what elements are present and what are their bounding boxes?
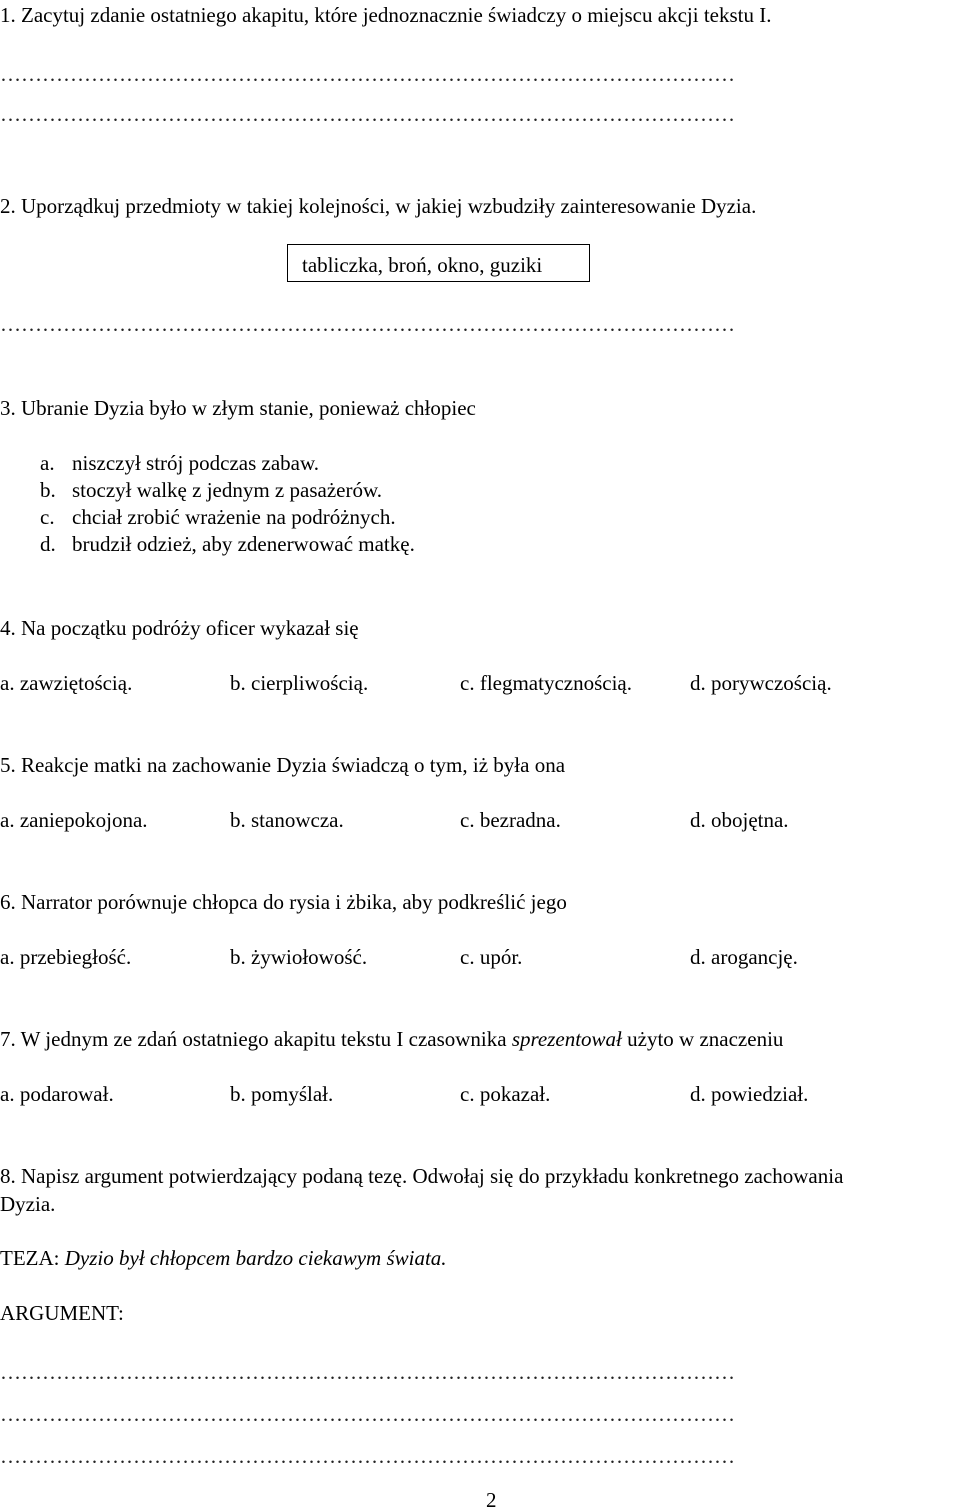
option-a[interactable]: a. zaniepokojona. xyxy=(0,808,148,832)
question-8-text-line1: 8. Napisz argument potwierdzający podaną tezę. Odwołaj się do przykładu konkretnego zachowania xyxy=(0,1164,844,1188)
option-text: brudził odzież, aby zdenerwować matkę. xyxy=(72,532,415,556)
question-8-text-line2: Dyzia. xyxy=(0,1192,56,1216)
question-7-text-before: 7. W jednym ze zdań ostatniego akapitu tekstu I czasownika xyxy=(0,1027,512,1051)
option-label: b. xyxy=(40,478,56,502)
items-box xyxy=(287,244,590,282)
answer-line[interactable]: …………………………………………………………………………………………… xyxy=(0,1404,735,1425)
question-7-text-after: użyto w znaczeniu xyxy=(621,1027,784,1051)
option-text: chciał zrobić wrażenie na podróżnych. xyxy=(72,505,396,529)
question-4-text: 4. Na początku podróży oficer wykazał się xyxy=(0,616,359,640)
option-label: c. xyxy=(40,505,55,529)
option-label: a. xyxy=(40,451,55,475)
answer-line[interactable]: …………………………………………………………………………………………… xyxy=(0,314,735,335)
option-b[interactable] xyxy=(40,480,382,501)
option-c[interactable]: c. upór. xyxy=(460,945,523,969)
option-d[interactable]: d. powiedział. xyxy=(690,1082,809,1106)
question-2-text: 2. Uporządkuj przedmioty w takiej kolejności, w jakiej wzbudziły zainteresowanie Dyzia. xyxy=(0,194,757,218)
option-text: stoczył walkę z jednym z pasażerów. xyxy=(72,478,383,502)
question-3-text: 3. Ubranie Dyzia było w złym stanie, ponieważ chłopiec xyxy=(0,396,476,420)
option-c[interactable]: c. bezradna. xyxy=(460,808,561,832)
option-c[interactable]: c. flegmatycznością. xyxy=(460,671,632,695)
question-6-text: 6. Narrator porównuje chłopca do rysia i żbika, aby podkreślić jego xyxy=(0,890,567,914)
argument-label: ARGUMENT: xyxy=(0,1301,124,1325)
option-d[interactable]: d. arogancję. xyxy=(690,945,798,969)
option-a[interactable]: a. podarował. xyxy=(0,1082,114,1106)
option-b[interactable]: b. pomyślał. xyxy=(230,1082,334,1106)
thesis-label: TEZA: xyxy=(0,1246,65,1270)
question-5-text: 5. Reakcje matki na zachowanie Dyzia świadczą o tym, iż była ona xyxy=(0,753,566,777)
items-box-text: tabliczka, broń, okno, guziki xyxy=(302,253,543,277)
question-1-text: 1. Zacytuj zdanie ostatniego akapitu, które jednoznacznie świadczy o miejscu akcji tekstu I. xyxy=(0,3,772,27)
option-b[interactable]: b. stanowcza. xyxy=(230,808,344,832)
option-b[interactable]: b. cierpliwością. xyxy=(230,671,369,695)
option-d[interactable]: d. obojętna. xyxy=(690,808,789,832)
answer-line[interactable]: …………………………………………………………………………………………… xyxy=(0,64,735,85)
question-7-italic-word: sprezentował xyxy=(511,1027,622,1051)
thesis xyxy=(0,1248,447,1269)
thesis-text: Dyzio był chłopcem bardzo ciekawym świata. xyxy=(64,1246,447,1270)
option-c[interactable] xyxy=(40,507,396,528)
answer-line[interactable]: …………………………………………………………………………………………… xyxy=(0,1362,735,1383)
option-a[interactable]: a. zawziętością. xyxy=(0,671,133,695)
option-a[interactable] xyxy=(40,453,319,474)
answer-line[interactable]: …………………………………………………………………………………………… xyxy=(0,1446,735,1467)
option-text: niszczył strój podczas zabaw. xyxy=(72,451,320,475)
question-7-text xyxy=(0,1029,783,1050)
option-a[interactable]: a. przebiegłość. xyxy=(0,945,132,969)
page-number: 2 xyxy=(486,1488,497,1512)
option-c[interactable]: c. pokazał. xyxy=(460,1082,551,1106)
option-d[interactable]: d. porywczością. xyxy=(690,671,832,695)
option-d[interactable] xyxy=(40,534,415,555)
answer-line[interactable]: …………………………………………………………………………………………… xyxy=(0,104,735,125)
option-label: d. xyxy=(40,532,56,556)
option-b[interactable]: b. żywiołowość. xyxy=(230,945,368,969)
